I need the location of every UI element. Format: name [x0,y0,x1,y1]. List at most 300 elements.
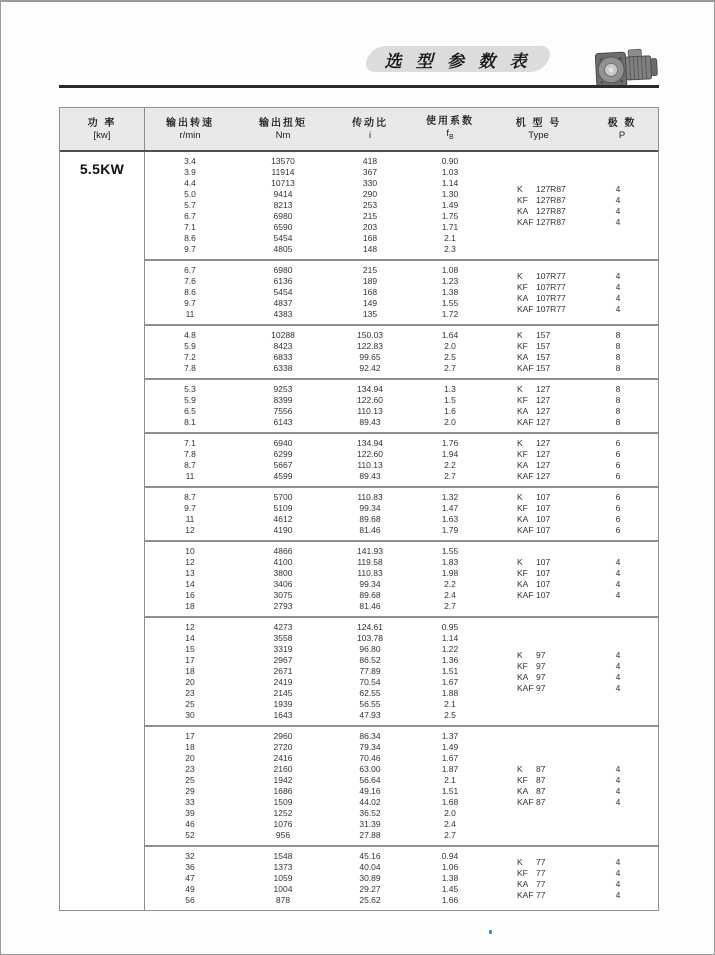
cell-torque: 7556 [273,406,293,416]
header-torque-zh: 输出扭矩 [259,117,307,129]
data-row [145,492,491,503]
cell-speed: 18 [185,601,195,611]
poles-value: 4 [615,682,621,693]
type-row [517,879,658,890]
cell-ratio: 168 [362,287,378,297]
page-title: 选 型 参 数 表 [384,51,532,71]
cell-torque: 1373 [273,862,293,872]
data-row [145,764,491,775]
data-row [145,862,491,873]
cell-speed: 52 [185,830,195,840]
model-size: 107 [536,492,551,502]
type-row [517,217,658,228]
cell-torque: 6143 [273,417,293,427]
type-row [517,868,658,879]
table-group [145,380,658,434]
model-size: 127R87 [536,194,566,205]
data-row [145,655,491,666]
cell-speed: 3.9 [184,167,196,177]
cell-ratio: 40.04 [359,862,381,872]
model-size: 127 [536,449,551,459]
cell-ratio: 330 [362,178,378,188]
cell-factor: 2.7 [444,601,456,611]
poles-value: 4 [615,281,621,292]
group-rows [145,492,491,536]
cell-torque: 8213 [273,200,293,210]
cell-factor: 1.30 [441,189,459,199]
cell-factor: 1.3 [444,384,456,394]
data-row [145,384,491,395]
data-row [145,699,491,710]
cell-speed: 20 [185,753,195,763]
data-row [145,265,491,276]
model-size: 127R87 [536,205,566,216]
data-row [145,503,491,514]
model-size: 107 [536,525,551,535]
cell-ratio: 103.78 [357,633,383,643]
cell-factor: 1.08 [441,265,459,275]
group-rows [145,438,491,482]
cell-torque: 10288 [271,330,295,340]
data-row [145,884,491,895]
cell-ratio: 62.55 [359,688,381,698]
cell-torque: 6833 [273,352,293,362]
cell-speed: 7.8 [184,449,196,459]
data-row [145,211,491,222]
model-prefix: KF [517,194,528,205]
cell-torque: 1942 [273,775,293,785]
cell-factor: 1.72 [441,309,459,319]
cell-speed: 49 [185,884,195,894]
poles-value: 4 [615,856,621,867]
cell-speed: 5.9 [184,341,196,351]
type-row [517,590,658,601]
cell-ratio: 89.43 [359,471,381,481]
cell-factor: 1.36 [441,655,459,665]
cell-factor: 2.7 [444,471,456,481]
cell-speed: 39 [185,808,195,818]
cell-ratio: 56.64 [359,775,381,785]
cell-factor: 1.55 [441,546,459,556]
model-size: 127 [536,384,551,394]
cell-torque: 9414 [273,189,293,199]
model-size: 107R77 [536,303,566,314]
cell-factor: 1.51 [441,666,459,676]
cell-speed: 9.7 [184,244,196,254]
type-row [517,206,658,217]
poles-value: 4 [615,671,621,682]
model-size: 97 [536,682,546,693]
model-size: 107 [536,590,551,600]
type-row [517,797,658,808]
header-factor-zh: 使用系数 [426,115,474,127]
data-row [145,222,491,233]
cell-speed: 7.1 [184,438,196,448]
data-row [145,590,491,601]
model-size: 77 [536,856,546,867]
model-size: 127R87 [536,183,566,194]
cell-torque: 1076 [273,819,293,829]
cell-ratio: 36.52 [359,808,381,818]
cell-ratio: 148 [362,244,378,254]
type-row [517,384,658,395]
table-group [145,152,658,261]
cell-torque: 1059 [273,873,293,883]
model-size: 97 [536,660,546,671]
cell-speed: 29 [185,786,195,796]
poles-value: 4 [615,660,621,671]
model-prefix: KF [517,341,528,351]
model-size: 127 [536,406,551,416]
cell-speed: 14 [185,633,195,643]
data-row [145,568,491,579]
header-speed-unit: r/min [179,129,201,141]
header-poles [586,108,658,150]
cell-ratio: 418 [362,156,378,166]
model-size: 87 [536,775,546,785]
cell-speed: 5.3 [184,384,196,394]
model-prefix: KAF [517,525,534,535]
cell-factor: 2.4 [444,590,456,600]
cell-ratio: 89.68 [359,514,381,524]
group-types [491,622,658,721]
cell-ratio: 81.46 [359,601,381,611]
type-row [517,271,658,282]
cell-speed: 6.7 [184,211,196,221]
cell-factor: 2.3 [444,244,456,254]
cell-torque: 6338 [273,363,293,373]
type-row [517,857,658,868]
data-row [145,601,491,612]
data-row [145,710,491,721]
group-types [491,156,658,255]
cell-torque: 2671 [273,666,293,676]
cell-ratio: 45.16 [359,851,381,861]
data-row [145,731,491,742]
model-prefix: K [517,384,523,394]
cell-factor: 2.1 [444,775,456,785]
cell-speed: 4.8 [184,330,196,340]
data-row [145,156,491,167]
poles-value: 4 [615,878,621,889]
header-poles-zh: 极 数 [607,117,637,129]
header-ratio-unit: i [368,129,372,141]
cell-torque: 2960 [273,731,293,741]
cell-factor: 1.5 [444,395,456,405]
data-row [145,178,491,189]
cell-speed: 32 [185,851,195,861]
poles-value: 4 [615,889,621,900]
cell-speed: 12 [185,525,195,535]
data-row [145,797,491,808]
poles-value: 4 [615,183,621,194]
header-factor-unit: $f_B$ [446,127,454,141]
cell-ratio: 25.62 [359,895,381,905]
type-row [517,775,658,786]
data-row [145,200,491,211]
cell-factor: 2.7 [444,830,456,840]
model-size: 127 [536,395,551,405]
model-prefix: KA [517,786,529,796]
cell-ratio: 79.34 [359,742,381,752]
table-group [145,542,658,618]
data-row [145,341,491,352]
cell-factor: 1.14 [441,633,459,643]
cell-speed: 15 [185,644,195,654]
cell-ratio: 86.52 [359,655,381,665]
data-row [145,395,491,406]
cell-ratio: 70.54 [359,677,381,687]
model-prefix: KAF [517,216,534,227]
cell-ratio: 149 [362,298,378,308]
cell-speed: 7.2 [184,352,196,362]
cell-torque: 3558 [273,633,293,643]
table-group [145,727,658,847]
cell-torque: 2160 [273,764,293,774]
model-size: 157 [536,341,551,351]
cell-factor: 1.98 [441,568,459,578]
cell-ratio: 122.60 [357,449,383,459]
cell-factor: 0.94 [441,851,459,861]
cell-torque: 5700 [273,492,293,502]
poles-value: 6 [615,449,621,459]
cell-speed: 12 [185,557,195,567]
type-row [517,330,658,341]
model-size: 97 [536,671,546,682]
data-row [145,633,491,644]
header-type-zh: 机 型 号 [515,117,562,129]
cell-ratio: 141.93 [357,546,383,556]
cell-torque: 8399 [273,395,293,405]
cell-torque: 4805 [273,244,293,254]
cell-speed: 6.7 [184,265,196,275]
data-row [145,830,491,841]
model-prefix: KF [517,449,528,459]
cell-factor: 2.4 [444,819,456,829]
model-size: 107R77 [536,281,566,292]
data-row [145,276,491,287]
cell-speed: 11 [185,471,195,481]
model-prefix: KA [517,292,529,303]
data-row [145,330,491,341]
cell-ratio: 49.16 [359,786,381,796]
type-row [517,304,658,315]
cell-factor: 1.6 [444,406,456,416]
data-row [145,287,491,298]
cell-factor: 1.51 [441,786,459,796]
data-row [145,363,491,374]
cell-ratio: 89.43 [359,417,381,427]
cell-ratio: 122.60 [357,395,383,405]
header-poles-unit: P [618,129,626,141]
cell-ratio: 367 [362,167,378,177]
cell-speed: 4.4 [184,178,196,188]
cell-factor: 1.49 [441,200,459,210]
data-row [145,666,491,677]
cell-factor: 1.23 [441,276,459,286]
cell-torque: 4612 [273,514,293,524]
group-rows [145,546,491,612]
poles-value: 8 [615,341,621,351]
cell-factor: 1.83 [441,557,459,567]
data-row [145,406,491,417]
cell-torque: 6980 [273,265,293,275]
data-row [145,851,491,862]
type-row [517,557,658,568]
poles-value: 4 [615,764,621,774]
cell-torque: 5454 [273,287,293,297]
type-row [517,514,658,525]
cell-ratio: 253 [362,200,378,210]
cell-speed: 20 [185,677,195,687]
data-row [145,449,491,460]
model-prefix: K [517,183,523,194]
type-row [517,341,658,352]
model-size: 127 [536,460,551,470]
poles-value: 6 [615,460,621,470]
model-prefix: KAF [517,471,534,481]
cell-torque: 3800 [273,568,293,578]
cell-torque: 2793 [273,601,293,611]
model-prefix: KAF [517,417,534,427]
cell-torque: 1548 [273,851,293,861]
type-row [517,650,658,661]
group-rows [145,330,491,374]
model-size: 107 [536,503,551,513]
cell-speed: 3.4 [184,156,196,166]
cell-factor: 2.1 [444,233,456,243]
model-size: 107 [536,568,551,578]
poles-value: 4 [615,557,621,567]
poles-value: 6 [615,514,621,524]
cell-torque: 4866 [273,546,293,556]
model-size: 157 [536,363,551,373]
model-size: 127 [536,417,551,427]
group-rows [145,265,491,320]
cell-speed: 11 [185,514,195,524]
cell-torque: 4383 [273,309,293,319]
data-row [145,873,491,884]
cell-factor: 2.2 [444,460,456,470]
cell-factor: 1.03 [441,167,459,177]
model-prefix: KA [517,514,529,524]
cell-factor: 1.45 [441,884,459,894]
header-ratio-zh: 传动比 [352,117,388,129]
data-row [145,471,491,482]
cell-speed: 18 [185,742,195,752]
model-prefix: K [517,270,523,281]
header-service-factor [409,108,491,150]
cell-factor: 1.63 [441,514,459,524]
poles-value: 8 [615,417,621,427]
model-size: 87 [536,797,546,807]
cell-speed: 8.1 [184,417,196,427]
cell-factor: 2.0 [444,808,456,818]
model-size: 157 [536,352,551,362]
cell-speed: 25 [185,699,195,709]
model-prefix: K [517,492,523,502]
cell-ratio: 63.00 [359,764,381,774]
group-types [491,384,658,428]
type-row [517,661,658,672]
data-row [145,786,491,797]
cell-factor: 2.2 [444,579,456,589]
data-row [145,460,491,471]
header-power-zh: 功 率 [87,117,117,129]
table-header-row [60,108,658,152]
group-types [491,492,658,536]
cell-factor: 1.67 [441,753,459,763]
model-prefix: KF [517,281,528,292]
cell-speed: 11 [185,309,195,319]
model-size: 107 [536,514,551,524]
table-group [145,618,658,727]
cell-factor: 1.06 [441,862,459,872]
cell-factor: 2.0 [444,417,456,427]
cell-ratio: 124.61 [357,622,383,632]
cell-torque: 956 [275,830,291,840]
cell-speed: 47 [185,873,195,883]
group-rows [145,384,491,428]
data-row [145,514,491,525]
poles-value: 6 [615,438,621,448]
cell-factor: 1.87 [441,764,459,774]
cell-speed: 7.1 [184,222,196,232]
cell-torque: 2720 [273,742,293,752]
model-prefix: KA [517,352,529,362]
group-rows [145,731,491,841]
header-torque-unit: Nm [275,129,291,141]
table-groups [145,152,658,910]
header-output-speed [145,108,235,150]
model-size: 77 [536,889,546,900]
data-row [145,167,491,178]
group-types [491,265,658,320]
poles-value: 4 [615,649,621,660]
cell-speed: 5.7 [184,200,196,210]
cell-speed: 8.6 [184,287,196,297]
cell-factor: 1.68 [441,797,459,807]
model-prefix: KAF [517,682,534,693]
poles-value: 8 [615,395,621,405]
data-row [145,742,491,753]
cell-speed: 36 [185,862,195,872]
type-row [517,503,658,514]
cell-speed: 10 [185,546,195,556]
cell-ratio: 189 [362,276,378,286]
cell-speed: 9.7 [184,298,196,308]
cell-speed: 23 [185,688,195,698]
model-prefix: K [517,438,523,448]
group-types [491,330,658,374]
type-row [517,363,658,374]
cell-torque: 13570 [271,156,295,166]
model-prefix: KF [517,503,528,513]
type-row [517,683,658,694]
data-row [145,417,491,428]
poles-value: 4 [615,205,621,216]
table-group [145,847,658,910]
poles-value: 8 [615,384,621,394]
type-row [517,460,658,471]
header-speed-zh: 输出转速 [166,117,214,129]
poles-value: 8 [615,406,621,416]
group-types [491,851,658,906]
cell-speed: 33 [185,797,195,807]
cell-speed: 5.9 [184,395,196,405]
cell-factor: 1.49 [441,742,459,752]
cell-torque: 11914 [271,167,295,177]
